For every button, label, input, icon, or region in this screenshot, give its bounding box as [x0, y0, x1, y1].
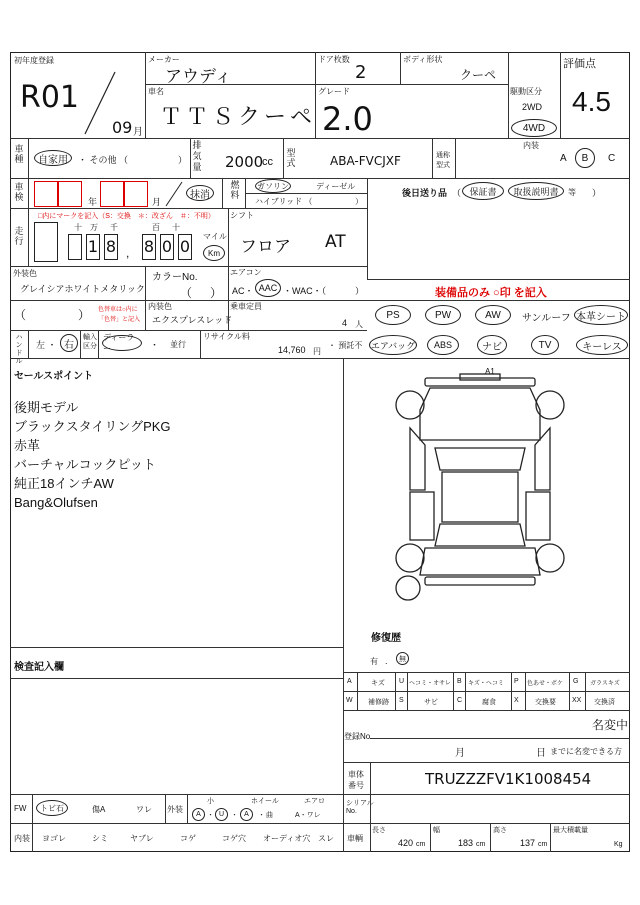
- height-value: 137: [520, 838, 536, 848]
- right-fender: [535, 428, 550, 490]
- interior-label: 内装: [523, 141, 539, 150]
- mileage-d4: 0: [160, 234, 174, 260]
- legend-desc: 補修跡: [368, 699, 389, 706]
- h-sen: 千: [110, 223, 118, 232]
- recycle-deposit: ・ 預託不: [328, 341, 363, 350]
- repair-label: 修復歴: [371, 633, 401, 644]
- fuel-diesel: ディーゼル: [316, 182, 356, 191]
- outer-a2-circled: A: [240, 808, 253, 821]
- left-door: [410, 492, 434, 540]
- equip-abs-circled: ABS: [427, 335, 459, 355]
- fw-ware: ワレ: [136, 805, 152, 814]
- disp-unit: cc: [262, 156, 273, 168]
- sales-point: 赤革: [14, 438, 41, 453]
- legend-desc: 交換済: [594, 699, 615, 706]
- sales-point: 後期モデル: [14, 400, 79, 415]
- inner-color-value: エクスプレスレッド: [152, 315, 233, 325]
- aircon-wac: ・WAC・（: [283, 286, 327, 296]
- legend-code: S: [399, 697, 404, 704]
- mileage-d3: 8: [142, 234, 156, 260]
- disp-label: 排気量: [192, 140, 202, 172]
- capacity-value: 4: [342, 318, 348, 328]
- car-diagram: [370, 370, 590, 605]
- length-cm: cm: [416, 841, 426, 848]
- disp-value: 2000: [225, 153, 264, 171]
- month-unit: 月: [133, 127, 143, 138]
- mileage-note: □内にマークを記入（S：交換 ＊：改ざん ＃：不明）: [38, 213, 215, 220]
- fw-tobi-circled: トビ石: [36, 800, 68, 816]
- h-man: 十: [74, 223, 82, 232]
- legend-desc: ガラスキズ: [590, 681, 620, 687]
- capacity-unit: 人: [355, 320, 363, 329]
- aircon-label: エアコン: [230, 268, 262, 277]
- type-label: 型式: [286, 148, 296, 168]
- length-value: 420: [398, 838, 414, 848]
- inspect-month: 月: [152, 197, 162, 207]
- legend-desc: キズ・ヘコミ: [468, 681, 504, 687]
- outer-a1-circled: A: [192, 808, 205, 821]
- height-label: 高さ: [493, 827, 507, 834]
- legend-code: C: [457, 697, 463, 704]
- send-close: ）: [592, 188, 602, 198]
- h-hyaku: 百: [152, 223, 160, 232]
- outer-dot: ・: [258, 812, 265, 819]
- interior-item: オーディオ穴: [263, 834, 311, 843]
- mileage-mark-box: [34, 222, 58, 262]
- mileage-km-circled: Km: [203, 245, 225, 261]
- grade-label: グレード: [318, 87, 350, 96]
- outer-small: 小: [207, 798, 214, 805]
- trunk: [420, 548, 540, 575]
- width-cm: cm: [476, 841, 486, 848]
- send-etc: 等: [568, 188, 576, 197]
- handle-left: 左 ・: [36, 340, 57, 350]
- equip-ps-circled: PS: [375, 305, 411, 325]
- handle-right-circled: 右: [60, 334, 78, 352]
- color-no-label: カラーNo.: [152, 272, 198, 283]
- fw-label: FW: [14, 804, 27, 813]
- inspect-label: 車検: [14, 182, 24, 202]
- reg-note: までに名変できる方: [550, 747, 622, 756]
- import-parallel: 並行: [170, 340, 186, 349]
- first-reg-value: R01: [20, 80, 80, 115]
- equip-navi-circled: ナビ: [477, 335, 507, 355]
- legend-code: A: [347, 678, 352, 685]
- repair-no-circled: 無: [396, 652, 409, 665]
- h-man2: 万: [90, 223, 98, 232]
- interior-a: A: [560, 153, 567, 164]
- outer-label: 外装: [167, 805, 183, 814]
- outer-dot: ・: [231, 812, 238, 819]
- h-juu: 十: [172, 223, 180, 232]
- weight-unit: Kg: [614, 841, 623, 848]
- score-label: 評価点: [563, 58, 596, 70]
- aircon-close: ）: [355, 286, 365, 296]
- equip-pw-circled: PW: [425, 305, 461, 325]
- send-label: 後日送り品: [402, 188, 448, 198]
- inspect-slash: [162, 180, 186, 208]
- spare-tire: [396, 576, 420, 600]
- first-reg-label: 初年度登録: [14, 56, 54, 65]
- equip-title: 装備品のみ ○印 を記入: [435, 287, 547, 299]
- maker-label: メーカー: [148, 55, 180, 64]
- inspect-year-box2: [58, 181, 82, 207]
- rear-window: [435, 524, 525, 546]
- interior-b-circled: B: [575, 148, 595, 168]
- interior-item: スレ: [318, 834, 334, 843]
- equip-airbag-circled: エアバッグ: [369, 335, 417, 355]
- reg-no-label: 登録No.: [344, 732, 373, 741]
- shift-value: フロア: [240, 237, 291, 257]
- first-reg-month: 09: [112, 118, 133, 137]
- drive-2wd: 2WD: [522, 102, 542, 112]
- inspect-year: 年: [88, 197, 98, 207]
- serial-label1: シリアル: [346, 800, 374, 807]
- outer-aero: エアロ: [304, 798, 325, 805]
- mileage-d2: 8: [104, 234, 118, 260]
- reg-month: 月: [455, 748, 465, 759]
- interior-row-label: 内装: [14, 834, 30, 843]
- mileage-label: 走行: [14, 226, 24, 246]
- interior-item: シミ: [92, 834, 108, 843]
- legend-code: W: [346, 697, 353, 704]
- outer-color-value: グレイシアホワイトメタリック: [20, 284, 145, 294]
- mileage-mile: マイル: [203, 232, 227, 241]
- inner-color-label: 内装色: [148, 302, 172, 311]
- use-other: ・ その他 （: [78, 155, 129, 165]
- deleted-circled: 抹消: [186, 185, 214, 201]
- front-bumper: [425, 378, 535, 386]
- body-label: ボディ形状: [403, 55, 443, 64]
- vin-label2: 番号: [348, 781, 364, 790]
- equip-sunroof: サンルーフ: [522, 313, 571, 324]
- fuel-close: ）: [355, 197, 363, 206]
- name-value: ＴＴＳクーペ: [160, 105, 317, 130]
- shift-label: シフト: [230, 211, 254, 220]
- hood: [420, 388, 540, 440]
- score-value: 4.5: [572, 86, 611, 117]
- recycle-label: リサイクル料: [203, 332, 250, 341]
- inspect-month-box2: [124, 181, 148, 207]
- body-value: クーペ: [460, 68, 497, 82]
- name-label: 車名: [148, 87, 164, 96]
- diagram-a1: A1: [485, 367, 495, 376]
- width-value: 183: [458, 838, 474, 848]
- legend-desc: 腐食: [482, 699, 496, 706]
- equip-leather-circled: 本革シート: [574, 305, 628, 325]
- handle-label: ハンドル: [15, 334, 23, 365]
- legend-desc: サビ: [424, 699, 438, 706]
- legend-code: B: [457, 678, 462, 685]
- equip-aw-circled: AW: [475, 305, 511, 325]
- fuel-hybrid: ハイブリッド （: [255, 197, 313, 206]
- doors-value: 2: [355, 62, 367, 83]
- color-note2: 「色替」と記入: [98, 317, 141, 323]
- interior-item: コゲ: [180, 834, 196, 843]
- sales-point: 純正18インチAW: [14, 476, 114, 491]
- aircon-ac: AC・: [232, 286, 254, 296]
- legend-desc: 交換要: [535, 699, 556, 706]
- outer-kyoku: 曲: [266, 812, 273, 819]
- windshield: [435, 448, 525, 470]
- name-changed: 名変中: [592, 718, 629, 732]
- outer-u-circled: U: [215, 808, 228, 821]
- mileage-d0: [68, 234, 82, 260]
- sales-point: Bang&Olufsen: [14, 495, 98, 510]
- fuel-gasoline-circled: ガソリン: [255, 179, 291, 193]
- sales-title: セールスポイント: [14, 371, 94, 382]
- equip-keyless-circled: キーレス: [576, 335, 628, 355]
- fuel-label: 燃料: [230, 180, 240, 200]
- outer-aw: A・ワレ: [295, 812, 321, 819]
- inner-paren-r: ）: [78, 308, 91, 322]
- legend-code: G: [573, 678, 579, 685]
- grade-value: 2.0: [322, 100, 373, 138]
- send-open: （: [452, 188, 462, 198]
- inspect-year-box1: [34, 181, 58, 207]
- outer-dot: ・: [207, 812, 214, 819]
- manual-circled: 取扱説明書: [508, 182, 564, 200]
- drive-label: 駆動区分: [510, 87, 542, 96]
- inspect-month-box1: [100, 181, 124, 207]
- fw-ware-a: 傷A: [92, 805, 106, 814]
- doors-label: ドア枚数: [318, 55, 350, 64]
- recycle-value: 14,760: [278, 345, 306, 355]
- inner-paren-l: （: [14, 308, 27, 322]
- drive-4wd-circled: 4WD: [511, 119, 557, 137]
- color-no-close: ）: [210, 286, 223, 300]
- inspect-title: 検査記入欄: [14, 662, 64, 673]
- type-value: ABA-FVCJXF: [330, 154, 401, 168]
- vin-label1: 車体: [348, 770, 364, 779]
- legend-desc: 色あせ・ボケ: [527, 681, 564, 687]
- rear-bumper: [425, 577, 535, 585]
- import-label: 輸入区分: [83, 334, 97, 350]
- warranty-circled: 保証書: [462, 182, 504, 200]
- length-label: 長さ: [372, 827, 386, 834]
- serial-label2: No.: [346, 808, 357, 815]
- aircon-aac-circled: AAC: [255, 279, 281, 297]
- right-door: [526, 492, 550, 540]
- recycle-unit: 円: [313, 347, 321, 356]
- mileage-d5: 0: [178, 234, 192, 260]
- legend-desc: キズ: [371, 680, 385, 687]
- color-no-open: （: [180, 286, 193, 300]
- sales-point: ブラックスタイリングPKG: [14, 419, 171, 434]
- maker-value: アウディ: [165, 67, 232, 87]
- notify-label: 通称型式: [436, 152, 450, 169]
- sales-point: バーチャルコックピット: [14, 457, 156, 472]
- import-dot: ・: [150, 340, 160, 350]
- use-label: 車種: [14, 144, 24, 164]
- legend-code: XX: [572, 697, 582, 704]
- repair-yes: 有: [370, 657, 378, 666]
- mileage-comma: ,: [126, 246, 130, 260]
- rear-right-wheel: [536, 544, 564, 572]
- sales-points-list: [14, 398, 171, 512]
- left-fender: [410, 428, 425, 490]
- interior-c: C: [608, 153, 616, 164]
- import-dealer-circled: ディーラー: [102, 335, 142, 351]
- repair-dot: ．: [385, 657, 393, 666]
- weight-label: 最大積載量: [553, 827, 588, 834]
- roof: [442, 472, 518, 522]
- rear-left-wheel: [396, 544, 424, 572]
- legend-code: P: [514, 678, 519, 685]
- interior-item: ヤブレ: [130, 834, 154, 843]
- equip-tv-circled: TV: [531, 335, 559, 355]
- legend-code: X: [514, 697, 519, 704]
- legend-code: U: [399, 678, 405, 685]
- outer-wheel: ホイール: [251, 798, 279, 805]
- width-label: 幅: [433, 827, 440, 834]
- vin-value: TRUZZZFV1K1008454: [425, 770, 592, 788]
- height-cm: cm: [538, 841, 548, 848]
- color-note1: 色替車は○内に: [98, 307, 138, 313]
- legend-desc: ヘコミ・オサレ: [409, 681, 451, 687]
- mileage-d1: 1: [86, 234, 100, 260]
- shift-type: AT: [325, 232, 346, 252]
- use-close: ）: [178, 155, 188, 165]
- front-grille: [460, 374, 500, 380]
- capacity-label: 乗車定員: [230, 302, 262, 311]
- use-private-circled: 自家用: [34, 150, 72, 166]
- size-label: 車輌: [347, 834, 363, 843]
- interior-item: ヨゴレ: [42, 834, 66, 843]
- outer-color-label: 外装色: [13, 269, 37, 278]
- reg-day: 日: [536, 748, 546, 759]
- interior-item: コゲ穴: [222, 834, 246, 843]
